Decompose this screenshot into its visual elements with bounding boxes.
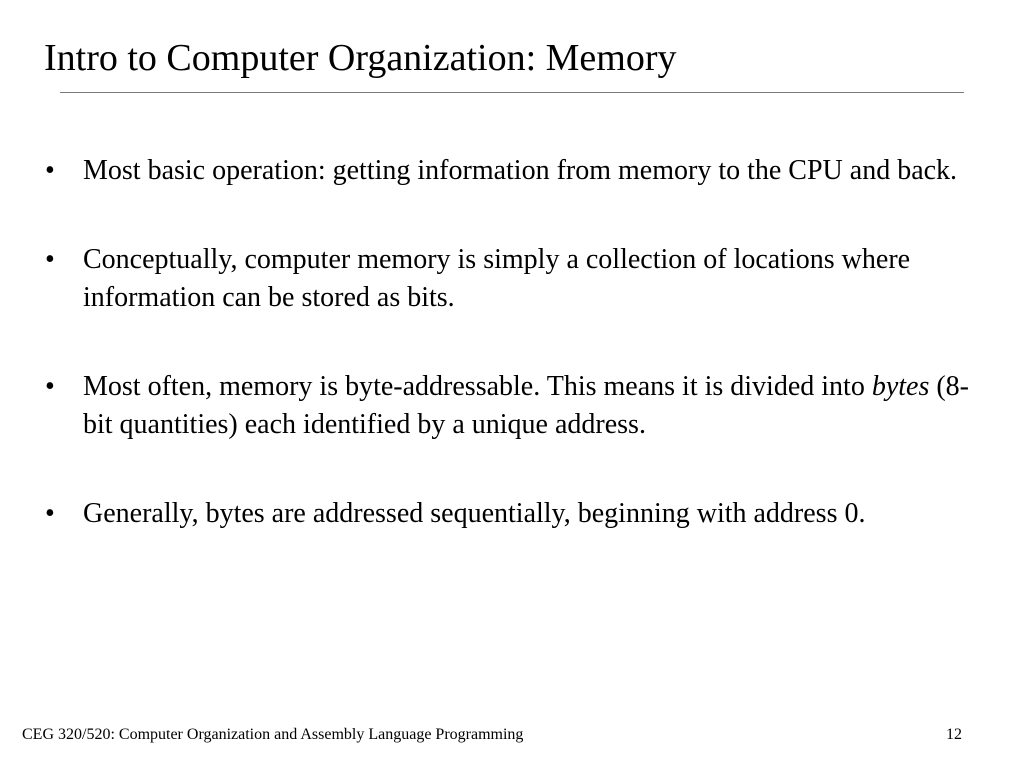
title-divider xyxy=(60,92,964,93)
bullet-list xyxy=(44,152,994,533)
bullet-item xyxy=(44,368,994,444)
bullet-text: Generally, bytes are addressed sequentially, beginning with address 0. xyxy=(83,498,866,529)
bullet-item xyxy=(44,152,994,190)
bullet-marker: • xyxy=(45,244,55,275)
footer-course: CEG 320/520: Computer Organization and Assembly Language Programming xyxy=(22,726,524,743)
slide-title: Intro to Computer Organization: Memory xyxy=(44,37,677,79)
bullet-text: Most basic operation: getting information from memory to the CPU and back. xyxy=(83,155,958,186)
bullet-marker: • xyxy=(45,371,55,402)
bullet-text-before: Most often, memory is byte-addressable. This means it is divided into xyxy=(83,371,872,402)
bullet-text-after: (8-bit quantities) each identified by a unique address. xyxy=(83,371,969,440)
bullet-marker: • xyxy=(45,155,55,186)
bullet-emphasis: bytes xyxy=(871,371,930,402)
footer-page-number: 12 xyxy=(946,726,962,743)
bullet-text: Conceptually, computer memory is simply a collection of locations where information can be stored as bits. xyxy=(83,244,911,313)
bullet-item xyxy=(44,495,994,533)
bullet-text xyxy=(83,371,969,440)
bullet-item xyxy=(44,241,994,317)
bullet-marker: • xyxy=(45,498,55,529)
